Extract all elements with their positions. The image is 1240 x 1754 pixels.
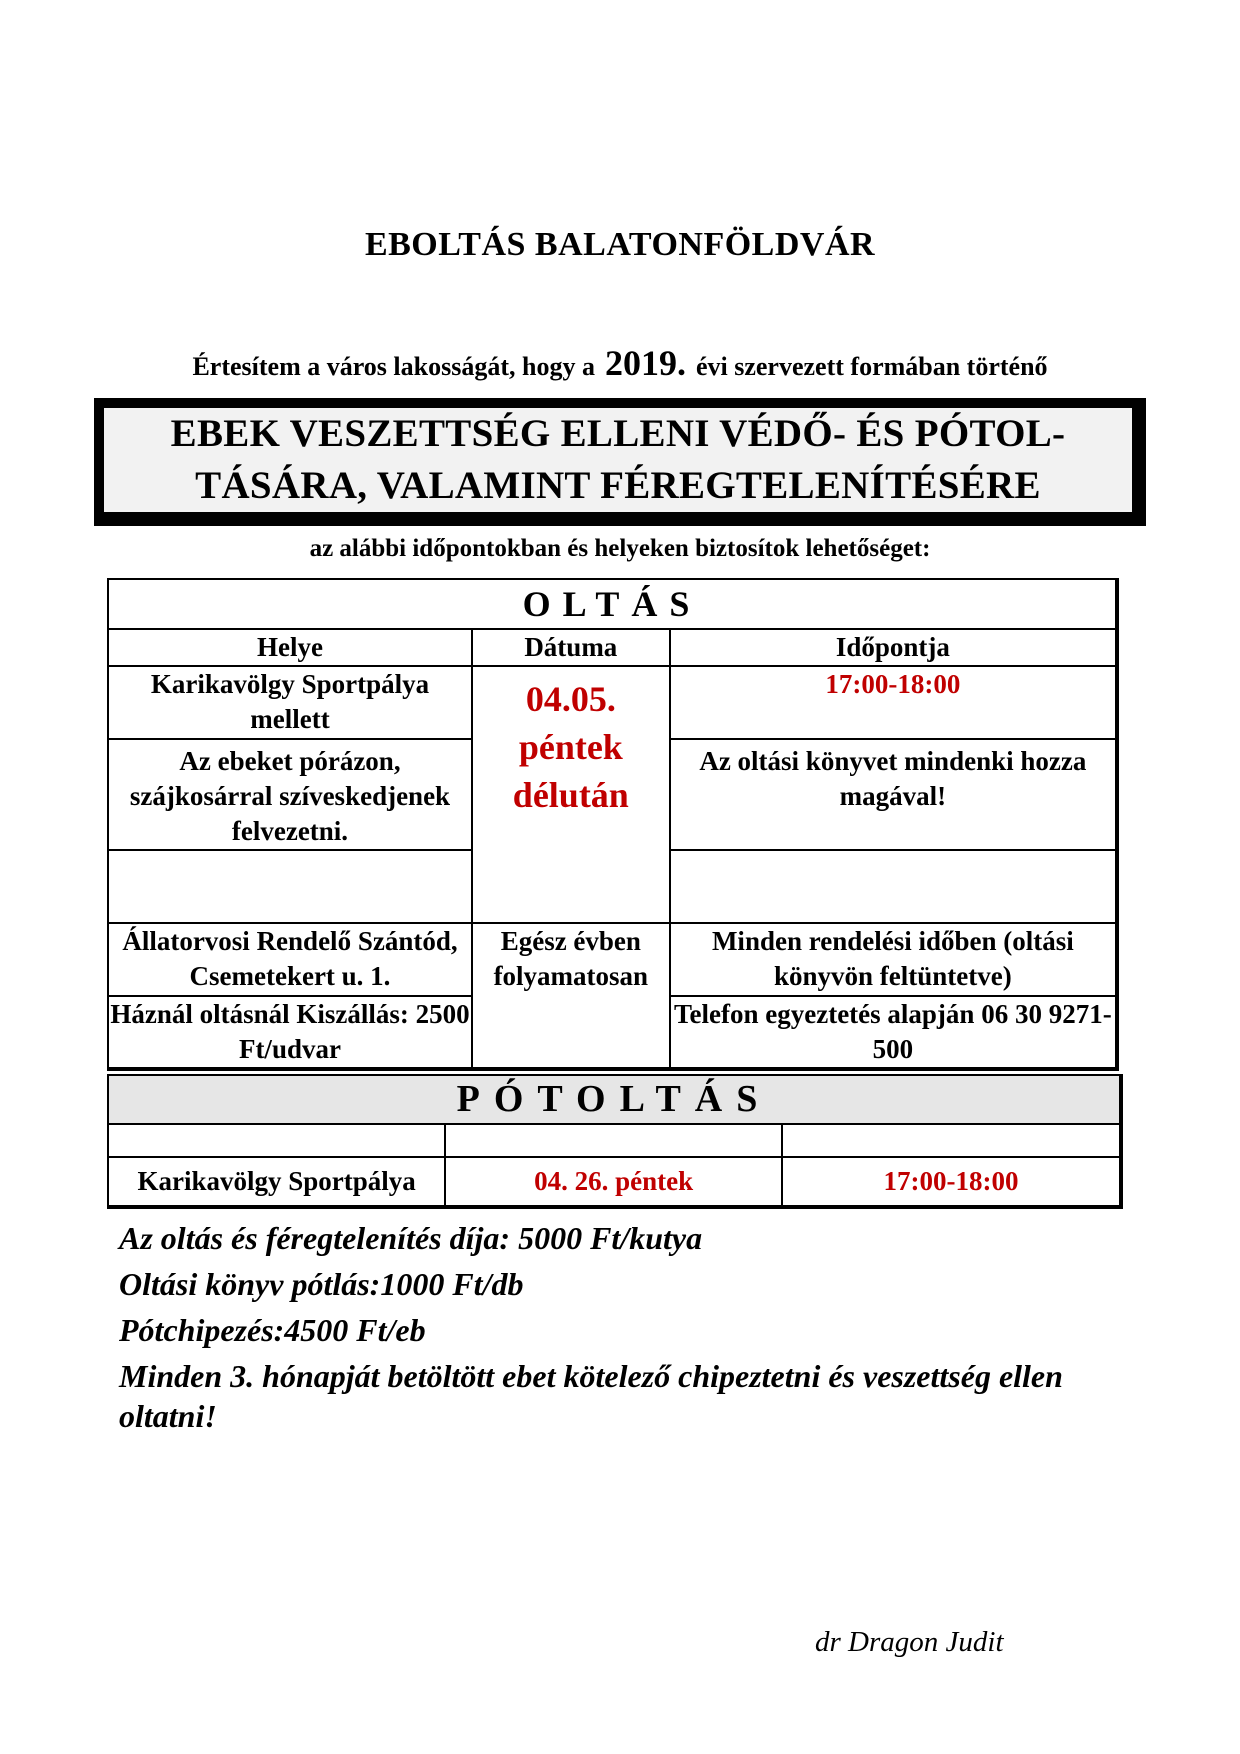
row-1-time: 17:00-18:00: [670, 666, 1117, 739]
chip-requirement-note: Minden 3. hónapját betöltött ebet kötelező chipeztetni és veszettség ellen oltatni!: [119, 1358, 1063, 1434]
date-1-line-3: délután: [512, 775, 629, 815]
headline-banner: [94, 398, 1146, 526]
row-4-time: Minden rendelési időben (oltási könyvön feltüntetve): [670, 923, 1117, 996]
signature: dr Dragon Judit: [815, 1626, 1004, 1658]
oltas-header: OLTÁS: [108, 579, 1117, 629]
potoltas-place: Karikavölgy Sportpálya: [108, 1157, 445, 1207]
intro-year: 2019.: [604, 343, 686, 383]
page-title: EBOLTÁS BALATONFÖLDVÁR: [364, 226, 876, 263]
fee-vaccination: Az oltás és féregtelenítés díja: 5000 Ft/kutya: [119, 1220, 703, 1256]
banner-line-1: EBEK VESZETTSÉG ELLENI VÉDŐ- ÉS PÓTOL-: [170, 412, 1066, 455]
column-header-time: Időpontja: [670, 629, 1117, 666]
intro-after: évi szervezett formában történő: [695, 352, 1048, 381]
row-3-time: [670, 850, 1117, 923]
intro-line: [0, 342, 1240, 384]
row-1-place: Karikavölgy Sportpálya mellett: [108, 666, 472, 739]
oltas-table: [107, 578, 1119, 1071]
date-cell-1: [472, 666, 670, 923]
row-4-place: Állatorvosi Rendelő Szántód, Csemetekert u. 1.: [108, 923, 472, 996]
row-2-place: Az ebeket pórázon, szájkosárral szíveskedjenek felvezetni.: [108, 739, 472, 850]
date-cell-2: Egész évben folyamatosan: [472, 923, 670, 1069]
date-1-line-2: péntek: [518, 727, 623, 767]
potoltas-date: 04. 26. péntek: [445, 1157, 782, 1207]
banner-line-2: TÁSÁRA, VALAMINT FÉREGTELENÍTÉSÉRE: [195, 464, 1041, 507]
column-header-date: Dátuma: [472, 629, 670, 666]
subtitle: az alábbi időpontokban és helyeken biztosítok lehetőséget:: [309, 535, 931, 562]
potoltas-header: PÓTOLTÁS: [108, 1075, 1121, 1124]
potoltas-empty-cell: [108, 1124, 445, 1157]
column-header-place: Helye: [108, 629, 472, 666]
row-3-place: [108, 850, 472, 923]
fee-booklet: Oltási könyv pótlás:1000 Ft/db: [119, 1266, 524, 1302]
date-1-line-1: 04.05.: [525, 679, 616, 719]
row-2-time: Az oltási könyvet mindenki hozza magával!: [670, 739, 1117, 850]
row-5-place: Háznál oltásnál Kiszállás: 2500 Ft/udvar: [108, 996, 472, 1069]
fee-chip: Pótchipezés:4500 Ft/eb: [119, 1312, 426, 1348]
intro-before: Értesítem a város lakosságát, hogy a: [192, 352, 595, 381]
potoltas-table: [107, 1074, 1123, 1209]
row-5-time: Telefon egyeztetés alapján 06 30 9271-500: [670, 996, 1117, 1069]
potoltas-empty-cell: [782, 1124, 1121, 1157]
potoltas-empty-cell: [445, 1124, 782, 1157]
potoltas-time: 17:00-18:00: [782, 1157, 1121, 1207]
